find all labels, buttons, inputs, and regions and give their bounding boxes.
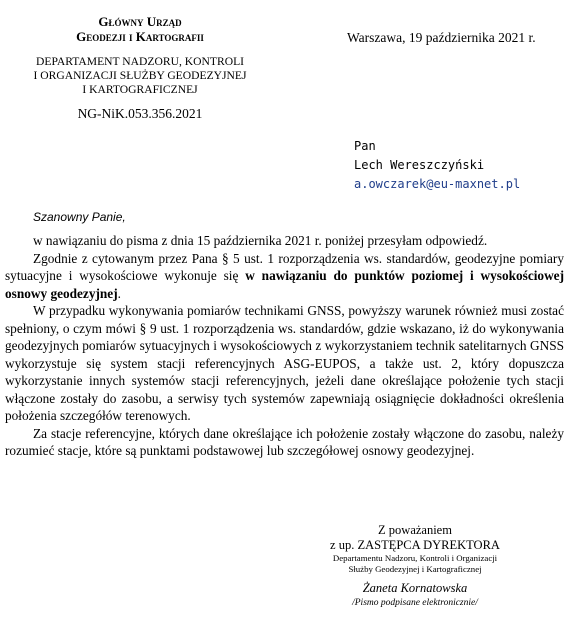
paragraph-2-end: .	[117, 285, 121, 301]
department-name	[0, 55, 280, 97]
paragraph-2-emphasis: w nawiązaniu do punktów poziomej i wysokościowej osnowy geodezyjnej	[5, 268, 565, 301]
organization-name: Główny Urząd	[98, 14, 182, 29]
signatory-role: z up. ZASTĘPCA DYREKTORA	[330, 538, 500, 552]
paragraph-3: W przypadku wykonywania pomiarów technikami GNSS, powyższy warunek również musi zostać spełniony, o czym mówi § 9 ust. 1 rozporządzenia ws. standardów, gdzie wskazano, iż do wykonywania geodezyjnych pomiarów sytuacyjnych i wysokościowych z wykorzystaniem technik satelitarnych GNSS wykorzystuje się system stacji referencyjnych ASG-EUPOS, a także ust. 2, który dopuszcza wykorzystanie innych systemów stacji referencyjnych, jeżeli dane określające położenie tych stacji włączone zostały do zasobu, a serwisy tych systemów zapewniają osiągnięcie dokładności określenia położenia szczegółów terenowych.	[5, 303, 564, 423]
organization-name-line2: Geodezji i Kartografii	[76, 29, 204, 44]
department-line: I ORGANIZACJI SŁUŻBY GEODEZYJNEJ	[33, 69, 247, 82]
letter-date: Warszawa, 19 października 2021 r.	[347, 30, 536, 45]
letter-body	[5, 232, 564, 460]
recipient-name: Lech Wereszczyński	[354, 158, 485, 172]
paragraph-2	[5, 250, 564, 303]
recipient-title: Pan	[354, 139, 376, 153]
signature-block	[300, 522, 530, 610]
signatory-name: Żaneta Kornatowska	[362, 581, 468, 595]
recipient-block	[354, 137, 520, 194]
electronic-signature-note: /Pismo podpisane elektronicznie/	[352, 598, 478, 608]
signatory-department-line2: Służby Geodezyjnej i Kartograficznej	[348, 564, 482, 574]
closing-regards: Z poważaniem	[378, 523, 452, 537]
paragraph-4: Za stacje referencyjne, których dane określające ich położenie zostały włączone do zasobu, należy rozumieć stacje, które są punktami podstawowej lub szczegółowej osnowy geodezyjnej.	[5, 425, 564, 458]
signatory-department: Departamentu Nadzoru, Kontroli i Organizacji	[332, 553, 498, 563]
recipient-email-link[interactable]: a.owczarek@eu-maxnet.pl	[354, 177, 521, 191]
department-line: DEPARTAMENT NADZORU, KONTROLI	[35, 55, 245, 68]
paragraph-2-text: Zgodnie z cytowanym przez Pana § 5 ust. 1 rozporządzenia ws. standardów, geodezyjne pomiary sytuacyjne i wysokościowe wykonuje się	[5, 250, 564, 283]
greeting: Szanowny Panie,	[33, 210, 126, 224]
paragraph-1: w nawiązaniu do pisma z dnia 15 października 2021 r. poniżej przesyłam odpowiedź.	[33, 233, 488, 248]
reference-number: NG-NiK.053.356.2021	[77, 106, 203, 121]
issuing-office	[0, 14, 280, 121]
department-line: I KARTOGRAFICZNEJ	[82, 83, 198, 96]
